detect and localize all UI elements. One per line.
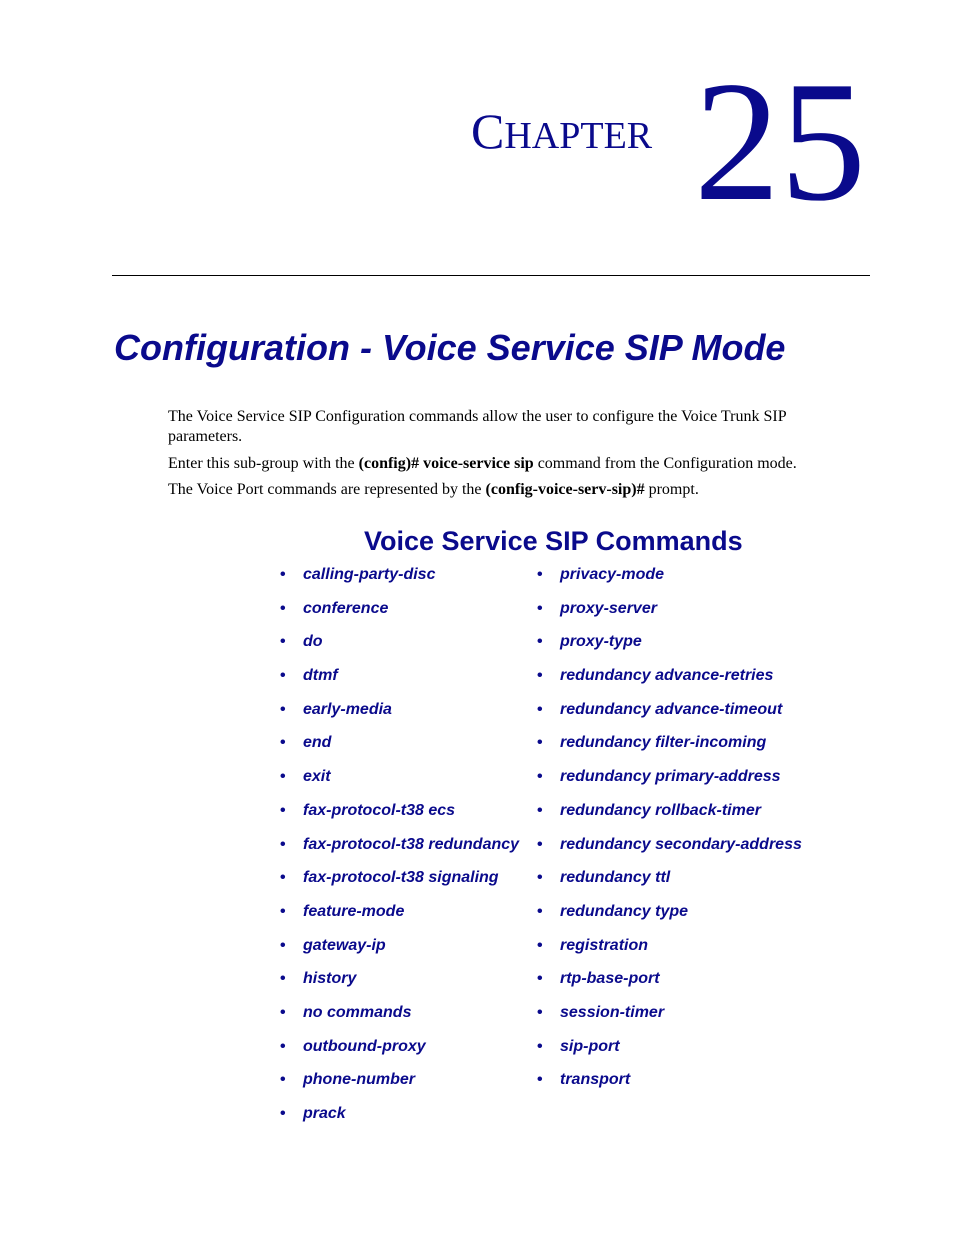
command-link[interactable]: end (303, 734, 332, 752)
command-link[interactable]: privacy-mode (560, 566, 665, 583)
bullet-icon: • (280, 1071, 286, 1089)
command-list-item (537, 730, 802, 764)
page-title: Configuration - Voice Service SIP Mode (114, 327, 786, 368)
bullet-icon: • (537, 734, 543, 752)
command-link[interactable]: early-media (303, 700, 392, 718)
command-link[interactable]: fax-protocol-t38 signaling (303, 869, 499, 887)
chapter-label (471, 101, 652, 166)
bullet-icon: • (537, 1037, 543, 1055)
bullet-icon: • (280, 734, 286, 752)
command-list-item (537, 933, 802, 967)
command-list-item (280, 798, 519, 832)
bullet-icon: • (537, 1003, 543, 1021)
prompt-description-prefix: The Voice Port commands are represented by the (168, 481, 486, 498)
command-list-item (280, 1000, 519, 1034)
command-link[interactable]: do (303, 633, 323, 651)
command-link[interactable]: proxy-type (560, 633, 642, 651)
command-list-item (280, 764, 519, 798)
bullet-icon: • (537, 902, 543, 920)
command-list-item (280, 1101, 519, 1135)
command-link[interactable]: fax-protocol-t38 ecs (303, 801, 456, 819)
command-list-item (280, 899, 519, 933)
command-list-item (537, 596, 802, 630)
bullet-icon: • (280, 768, 286, 786)
prompt-description (168, 480, 848, 500)
command-list-item (280, 966, 519, 1000)
bullet-icon: • (537, 667, 543, 685)
bullet-icon: • (280, 835, 286, 853)
bullet-icon: • (280, 667, 286, 685)
command-list-item (537, 629, 802, 663)
command-list-item (280, 865, 519, 899)
command-list-item (537, 663, 802, 697)
bullet-icon: • (280, 970, 286, 988)
bullet-icon: • (280, 801, 286, 819)
command-list-item (537, 697, 802, 731)
command-list-item (280, 730, 519, 764)
bullet-icon: • (537, 768, 543, 786)
chapter-label-rest: HAPTER (504, 115, 653, 157)
command-link[interactable]: registration (560, 936, 649, 954)
command-link[interactable]: sip-port (560, 1037, 620, 1055)
command-link[interactable]: calling-party-disc (303, 566, 436, 583)
command-list-left (280, 562, 519, 1135)
bullet-icon: • (537, 835, 543, 853)
bullet-icon: • (537, 1071, 543, 1089)
command-link[interactable]: prack (303, 1105, 346, 1122)
chapter-label-initial: C (471, 103, 505, 159)
command-list-item (537, 562, 802, 596)
command-list-item (537, 966, 802, 1000)
command-list-item (280, 663, 519, 697)
command-list-item (280, 629, 519, 663)
bullet-icon: • (537, 700, 543, 718)
command-link[interactable]: redundancy primary-address (560, 768, 781, 786)
bullet-icon: • (280, 633, 286, 651)
bullet-icon: • (537, 970, 543, 988)
command-link[interactable]: redundancy ttl (560, 869, 671, 887)
bullet-icon: • (280, 902, 286, 920)
bullet-icon: • (537, 599, 543, 617)
command-link[interactable]: session-timer (560, 1003, 665, 1021)
bullet-icon: • (537, 801, 543, 819)
command-list-item (537, 1034, 802, 1068)
command-list-item (537, 832, 802, 866)
command-link[interactable]: fax-protocol-t38 redundancy (303, 835, 520, 853)
header-divider (112, 275, 870, 276)
command-link[interactable]: outbound-proxy (303, 1037, 426, 1055)
command-link[interactable]: transport (560, 1071, 631, 1089)
prompt-description-suffix: prompt. (644, 481, 699, 498)
bullet-icon: • (537, 869, 543, 887)
intro-paragraph: The Voice Service SIP Configuration commands allow the user to configure the Voice Trunk SIP parameters. (168, 408, 786, 445)
command-link[interactable]: conference (303, 599, 389, 617)
command-list-item (537, 1000, 802, 1034)
entry-instruction (168, 454, 848, 474)
command-link[interactable]: feature-mode (303, 902, 405, 920)
bullet-icon: • (280, 1003, 286, 1021)
command-link[interactable]: gateway-ip (303, 936, 386, 954)
command-list-item (537, 899, 802, 933)
command-link[interactable]: redundancy secondary-address (560, 835, 802, 853)
command-list-item (537, 1067, 802, 1101)
command-list-item (280, 562, 519, 596)
command-link[interactable]: phone-number (303, 1071, 415, 1089)
prompt-string: (config-voice-serv-sip)# (485, 481, 645, 498)
command-link[interactable]: redundancy type (560, 902, 689, 920)
command-link[interactable]: exit (303, 768, 331, 786)
bullet-icon: • (280, 1105, 286, 1122)
bullet-icon: • (537, 633, 543, 651)
command-list-item (280, 832, 519, 866)
entry-command: (config)# voice-service sip (358, 455, 534, 472)
command-link[interactable]: redundancy rollback-timer (560, 801, 761, 819)
bullet-icon: • (280, 936, 286, 954)
command-link[interactable]: redundancy advance-retries (560, 667, 774, 685)
command-link[interactable]: no commands (303, 1003, 412, 1021)
section-title: Voice Service SIP Commands (364, 526, 743, 556)
bullet-icon: • (537, 936, 543, 954)
command-link[interactable]: redundancy filter-incoming (560, 734, 767, 752)
command-link[interactable]: redundancy advance-timeout (560, 700, 783, 718)
command-link[interactable]: history (303, 970, 357, 988)
command-list-item (280, 933, 519, 967)
command-list-item (280, 596, 519, 630)
command-list-item (537, 865, 802, 899)
entry-instruction-suffix: command from the Configuration mode. (533, 455, 797, 472)
bullet-icon: • (280, 700, 286, 718)
command-list-right (537, 562, 802, 1101)
command-list-item (280, 1034, 519, 1068)
command-list-item (537, 764, 802, 798)
bullet-icon: • (280, 1037, 286, 1055)
command-link[interactable]: proxy-server (560, 599, 657, 617)
command-list-item (280, 697, 519, 731)
bullet-icon: • (537, 566, 543, 583)
command-link[interactable]: rtp-base-port (560, 970, 660, 988)
bullet-icon: • (280, 869, 286, 887)
command-list-item (280, 1067, 519, 1101)
command-list-item (537, 798, 802, 832)
chapter-number: 25 (694, 47, 866, 237)
command-link[interactable]: dtmf (303, 667, 338, 685)
bullet-icon: • (280, 566, 286, 583)
bullet-icon: • (280, 599, 286, 617)
entry-instruction-prefix: Enter this sub-group with the (168, 455, 359, 472)
